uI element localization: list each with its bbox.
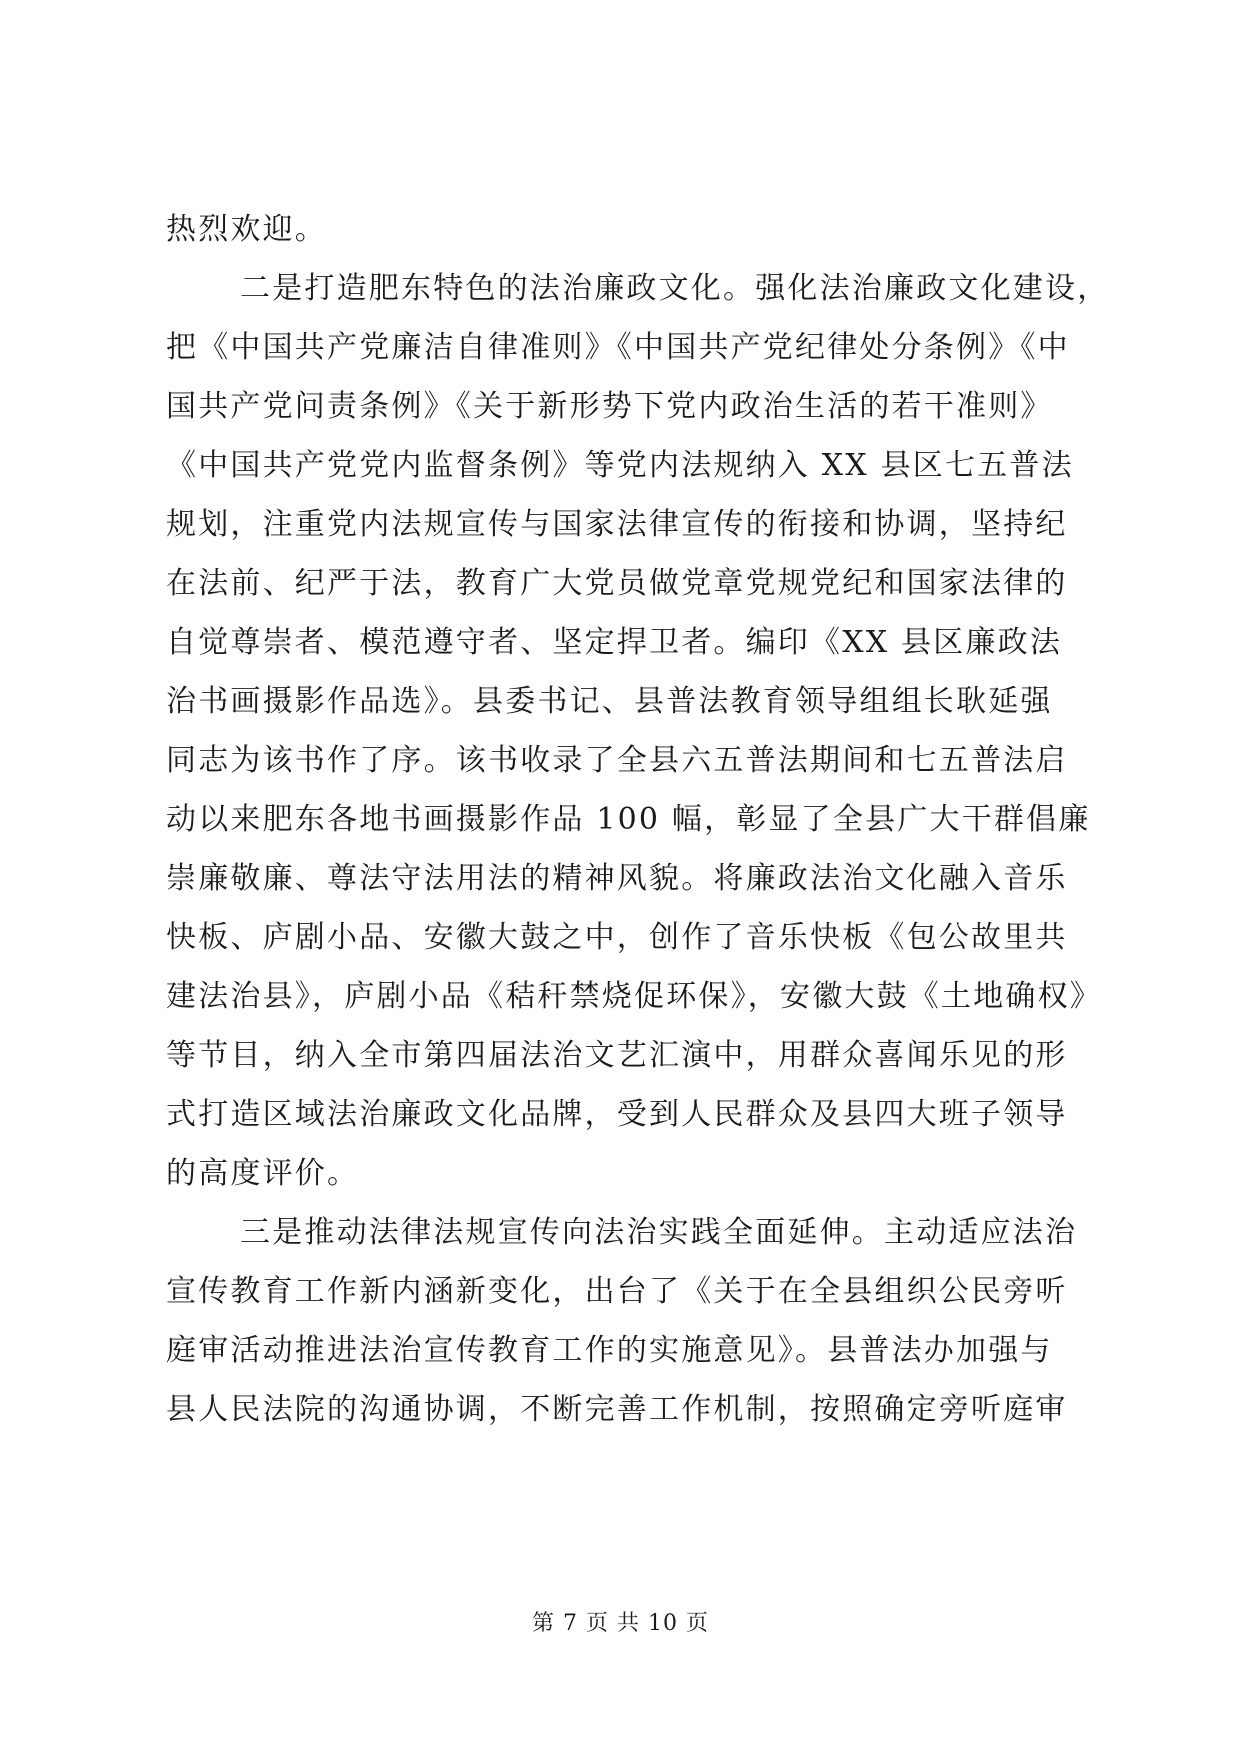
text-line: 国共产党问责条例》《关于新形势下党内政治生活的若干准则》: [166, 389, 1053, 424]
text-line: 热烈欢迎。: [166, 212, 327, 247]
text-line: 快板、庐剧小品、安徽大鼓之中，创作了音乐快板《包公故里共: [166, 920, 1068, 955]
text-line: 自觉尊崇者、模范遵守者、坚定捍卫者。编印《XX 县区廉政法: [166, 625, 1063, 660]
text-line: 治书画摄影作品选》。县委书记、县普法教育领导组组长耿延强: [166, 684, 1053, 719]
page-number-footer: 第 7 页 共 10 页: [532, 1611, 709, 1636]
text-line: 二是打造肥东特色的法治廉政文化。强化法治廉政文化建设，: [240, 271, 1110, 306]
text-line: 把《中国共产党廉洁自律准则》《中国共产党纪律处分条例》《中: [166, 330, 1070, 365]
text-line: 三是推动法律法规宣传向法治实践全面延伸。主动适应法治: [240, 1215, 1078, 1250]
text-line: 等节目，纳入全市第四届法治文艺汇演中，用群众喜闻乐见的形: [166, 1038, 1068, 1073]
text-line: 宣传教育工作新内涵新变化，出台了《关于在全县组织公民旁听: [166, 1274, 1068, 1309]
text-line: 同志为该书作了序。该书收录了全县六五普法期间和七五普法启: [166, 743, 1068, 778]
body-text: [166, 200, 1110, 1439]
text-line: 建法治县》，庐剧小品《秸秆禁烧促环保》，安徽大鼓《土地确权》: [166, 979, 1102, 1014]
text-line: 崇廉敬廉、尊法守法用法的精神风貌。将廉政法治文化融入音乐: [166, 861, 1068, 896]
text-line: 县人民法院的沟通协调，不断完善工作机制，按照确定旁听庭审: [166, 1392, 1068, 1427]
text-line: 式打造区域法治廉政文化品牌，受到人民群众及县四大班子领导: [166, 1097, 1068, 1132]
text-line: 的高度评价。: [166, 1156, 360, 1191]
text-line: 规划，注重党内法规宣传与国家法律宣传的衔接和协调，坚持纪: [166, 507, 1068, 542]
text-line: 动以来肥东各地书画摄影作品 100 幅，彰显了全县广大干群倡廉: [166, 802, 1091, 837]
text-line: 在法前、纪严于法，教育广大党员做党章党规党纪和国家法律的: [166, 566, 1068, 601]
text-line: 《中国共产党党内监督条例》等党内法规纳入 XX 县区七五普法: [166, 448, 1074, 483]
text-line: 庭审活动推进法治宣传教育工作的实施意见》。县普法办加强与: [166, 1333, 1053, 1368]
